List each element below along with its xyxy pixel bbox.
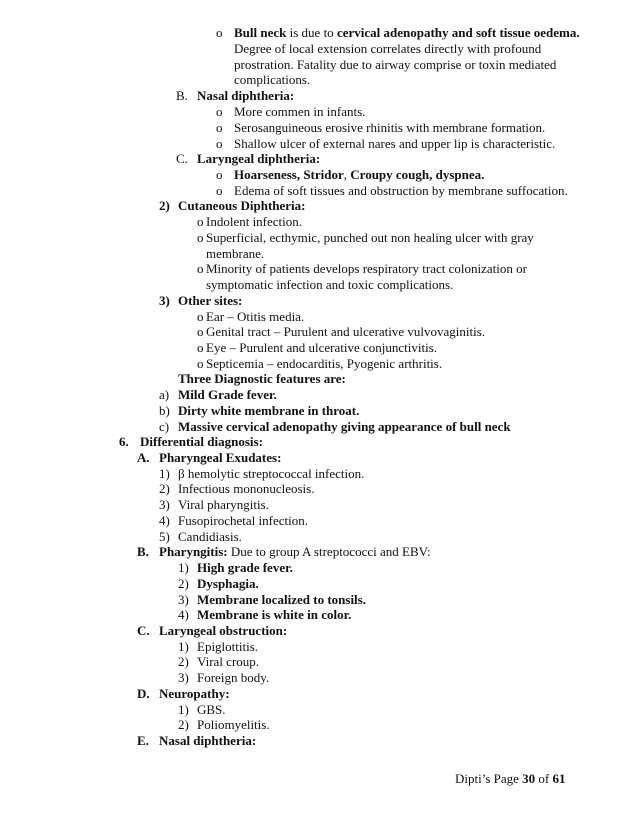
nasal-diphtheria-dd-heading: Nasal diphtheria: [159, 733, 257, 748]
bull-neck-line-1: Bull neck is due to cervical adenopathy and soft tissue oedema. [234, 25, 580, 40]
list-item: Shallow ulcer of external nares and upper lip is characteristic. [234, 136, 556, 151]
nasal-diphtheria-heading: Nasal diphtheria: [197, 88, 295, 103]
list-marker: 2) [159, 481, 170, 496]
list-item: Mild Grade fever. [178, 387, 277, 402]
list-marker: b) [159, 403, 170, 418]
list-item: Serosanguineous erosive rhinitis with membrane formation. [234, 120, 546, 135]
section-letter: B. [137, 544, 149, 559]
laryngeal-obstruction-heading: Laryngeal obstruction: [159, 623, 288, 638]
laryngeal-diphtheria-heading: Laryngeal diphtheria: [197, 151, 321, 166]
list-item: High grade fever. [197, 560, 293, 575]
section-letter: E. [137, 733, 149, 748]
bull-neck-cause: cervical adenopathy and soft tissue oedema. [336, 25, 580, 40]
differential-diagnosis-heading: Differential diagnosis: [140, 434, 263, 449]
list-marker: 3) [178, 592, 189, 607]
section-letter: C. [137, 623, 150, 638]
section-number: 2) [159, 198, 170, 213]
list-item: Membrane localized to tonsils. [197, 592, 366, 607]
list-item: More commen in infants. [234, 104, 366, 119]
list-marker: 1) [159, 466, 170, 481]
list-item: Poliomyelitis. [197, 717, 270, 732]
list-item: Epiglottitis. [197, 639, 259, 654]
list-marker: c) [159, 419, 170, 434]
other-sites-heading: Other sites: [178, 293, 243, 308]
list-item: Hoarseness, Stridor, Croupy cough, dyspnea. [234, 167, 485, 182]
section-number: 3) [159, 293, 170, 308]
list-marker: a) [159, 387, 170, 402]
list-marker: 5) [159, 529, 170, 544]
section-letter: B. [176, 88, 188, 103]
list-item: Candidiasis. [178, 529, 242, 544]
bullet-marker: o [216, 120, 223, 135]
list-item-continuation: symptomatic infection and toxic complications. [206, 277, 454, 292]
bullet-marker: o [197, 309, 204, 324]
bull-neck-line-3: prostration. Fatality due to airway comprise or toxin mediated [234, 57, 557, 72]
list-item: Foreign body. [197, 670, 270, 685]
bull-neck-line-2: Degree of local extension correlates directly with profound [234, 41, 542, 56]
bullet-marker: o [197, 324, 204, 339]
list-item: Edema of soft tissues and obstruction by membrane suffocation. [234, 183, 568, 198]
bullet-marker: o [216, 136, 223, 151]
list-item: Massive cervical adenopathy giving appearance of bull neck [178, 419, 511, 434]
bull-neck-term: Bull neck [234, 25, 287, 40]
list-item: Fusopirochetal infection. [178, 513, 308, 528]
list-marker: 4) [178, 607, 189, 622]
diagnostic-features-heading: Three Diagnostic features are: [178, 371, 346, 386]
list-marker: 2) [178, 576, 189, 591]
list-marker: 4) [159, 513, 170, 528]
bullet-marker: o [197, 214, 204, 229]
list-marker: 3) [159, 497, 170, 512]
list-item: Minority of patients develops respiratory tract colonization or [206, 261, 527, 276]
bullet-marker: o [216, 104, 223, 119]
bull-neck-line-4: complications. [234, 72, 311, 87]
list-marker: 2) [178, 654, 189, 669]
page-footer: Dipti’s Page 30 of 61 [455, 771, 566, 786]
neuropathy-heading: Neuropathy: [159, 686, 230, 701]
section-number: 6. [119, 434, 129, 449]
bullet-marker: o [197, 230, 204, 245]
list-item: Indolent infection. [206, 214, 303, 229]
pharyngeal-exudates-heading: Pharyngeal Exudates: [159, 450, 282, 465]
section-letter: C. [176, 151, 188, 166]
list-item: Viral croup. [197, 654, 260, 669]
bullet-marker: o [197, 356, 204, 371]
list-item: Viral pharyngitis. [178, 497, 269, 512]
list-marker: 3) [178, 670, 189, 685]
list-item: β hemolytic streptococcal infection. [178, 466, 365, 481]
list-marker: 1) [178, 560, 189, 575]
bullet-marker: o [197, 340, 204, 355]
page-total: 61 [552, 771, 566, 786]
list-item: Membrane is white in color. [197, 607, 352, 622]
list-marker: 2) [178, 717, 189, 732]
list-marker: 1) [178, 702, 189, 717]
bullet-marker: o [216, 183, 223, 198]
pharyngitis-heading: Pharyngitis: Due to group A streptococci and EBV: [159, 544, 431, 559]
list-item: GBS. [197, 702, 226, 717]
bullet-marker: o [216, 25, 223, 40]
list-item: Superficial, ecthymic, punched out non healing ulcer with gray [206, 230, 534, 245]
list-item: Septicemia – endocarditis, Pyogenic arthritis. [206, 356, 443, 371]
section-letter: A. [137, 450, 150, 465]
page-number: 30 [522, 771, 536, 786]
cutaneous-diphtheria-heading: Cutaneous Diphtheria: [178, 198, 306, 213]
list-item: Genital tract – Purulent and ulcerative vulvovaginitis. [206, 324, 486, 339]
section-letter: D. [137, 686, 150, 701]
list-item: Ear – Otitis media. [206, 309, 305, 324]
list-item: Dysphagia. [197, 576, 259, 591]
list-item: Infectious mononucleosis. [178, 481, 315, 496]
bullet-marker: o [197, 261, 204, 276]
list-item: Eye – Purulent and ulcerative conjunctivitis. [206, 340, 438, 355]
list-marker: 1) [178, 639, 189, 654]
list-item: Dirty white membrane in throat. [178, 403, 360, 418]
bullet-marker: o [216, 167, 223, 182]
list-item-continuation: membrane. [206, 246, 265, 261]
